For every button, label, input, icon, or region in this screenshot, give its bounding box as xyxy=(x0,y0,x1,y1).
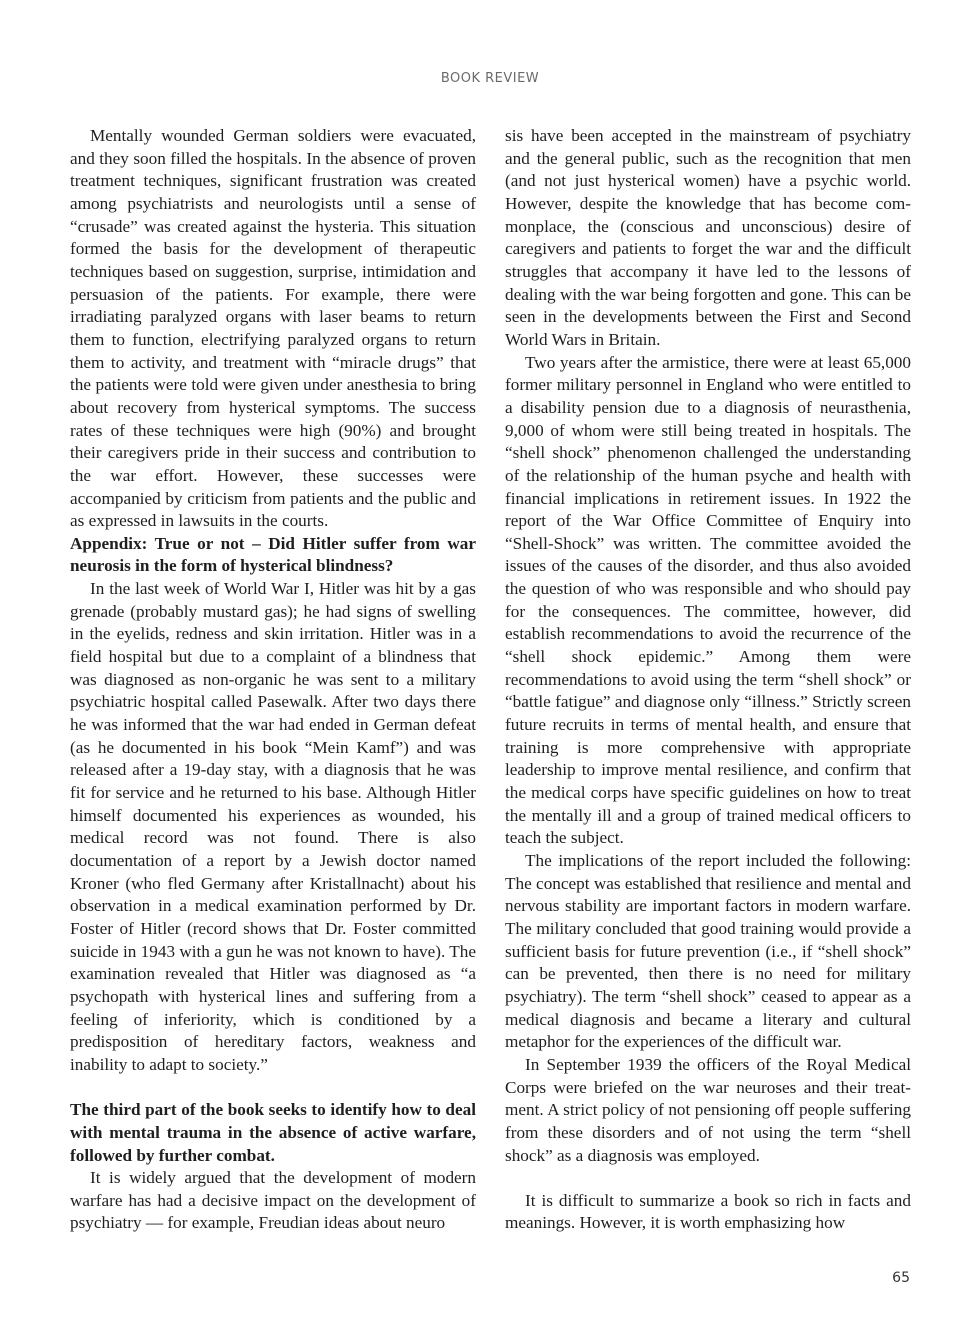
body-paragraph: Mentally wounded German soldiers were evacuated, and they soon filled the hospitals. In the absence of proven treatment techniques, significant frustration was created among psychiatrists and neurologists until a sense of “crusade” was created against the hysteria. This situation formed the basis for the development of therapeutic techniques based on suggestion, surprise, intimidation and persuasion of the patients. For example, there were irradiating paralyzed organs with laser beams to return them to function, electrifying paralyzed organs to return them to activity, and treatment with “miracle drugs” that the patients were told were given under anesthesia to bring about recovery from hysterical symptoms. The success rates of these techniques were high (90%) and brought their caregivers pride in their success and contribution to the war effort. However, these successes were accompanied by criticism from patients and the public and as expressed in lawsuits in the courts. xyxy=(70,126,476,531)
left-column xyxy=(70,125,476,1235)
section-heading: Appendix: True or not – Did Hitler suffer from war neurosis in the form of hysterical blindness? xyxy=(70,533,476,576)
body-paragraph: Two years after the armistice, there were at least 65,000 former military personnel in England who were entitled to a disability pension due to a diagnosis of neurasthenia, 9,000 of whom were still being treated in hospitals. The “shell shock” phenomenon challenged the understanding of the relationship of the human psyche and health with financial implications in retirement issues. In 1922 the report of the War Office Committee of Enquiry into “Shell-Shock” was written. The committee avoided the issues of the causes of the disorder, and thus also avoided the question of who was responsible and who should pay for the consequences. The committee, however, did establish recommendations to avoid the recurrence of the “shell shock epidemic.” Among them were recommendations to avoid using the term “shell shock” or “battle fatigue” and diagnose only “illness.” Strictly screen future recruits in terms of mental health, and ensure that training is more comprehensive with appropriate leadership to improve mental resilience, and confirm that the medical corps have specific guidelines on how to treat the mentally ill and a group of trained medical officers to teach the subject. xyxy=(505,352,911,848)
body-paragraph: It is difficult to summarize a book so rich in facts and meanings. However, it is worth emphasizing how xyxy=(505,1190,911,1233)
section-heading: The third part of the book seeks to identify how to deal with mental trauma in the absence of active warfare, followed by further combat. xyxy=(70,1100,476,1165)
section-header: BOOK REVIEW xyxy=(440,71,540,86)
body-paragraph: In the last week of World War I, Hitler was hit by a gas grenade (probably mustard gas); he had signs of swelling in the eyelids, redness and skin irritation. Hitler was in a field hospital but due to a complaint of a blindness that was diagnosed as non-organic he was sent to a military psychiatric hospital called Pasewalk. After two days there he was informed that the war had ended in German defeat (as he documented in his book “Mein Kamf”) and was released after a 19-day stay, with a diagnosis that he was fit for service and he returned to his base. Although Hitler himself documented his experiences as wounded, his medical record was not found. There is also documentation of a report by a Jewish doctor named Kroner (who fled Germany after Kristallnacht) about his observation in a medical examination performed by Dr. Foster of Hitler (record shows that Dr. Foster committed suicide in 1943 with a gun he was not known to have). The examination revealed that Hitler was diagnosed as “a psychopath with hysterical lines and suffering from a feeling of inferiority, which is conditioned by a predisposition of hereditary factors, weakness and inability to adapt to society.” xyxy=(70,579,476,1074)
page-number: 65 xyxy=(892,1270,910,1286)
body-paragraph: sis have been accepted in the mainstream of psychiatry and the general public, such as the recognition that men (and not just hysterical women) have a psychic world. However, despite the knowledge that has become commonplace, the (conscious and unconscious) desire of caregivers and patients to forget the war and the difficult struggles that accompany it have led to the lessons of dealing with the war being forgotten and gone. This can be seen in the developments between the First and Second World Wars in Britain. xyxy=(505,126,911,349)
body-paragraph: It is widely argued that the development of modern warfare has had a decisive impact on the development of psychiatry — for example, Freudian ideas about neuro xyxy=(70,1168,476,1233)
body-paragraph: The implications of the report included the following: The concept was established that resilience and mental and nervous stability are important factors in modern warfare. The military concluded that good training would provide a sufficient basis for future prevention (i.e., if “shell shock” can be prevented, then there is no need for military psychiatry). The term “shell shock” ceased to appear as a medical diagnosis and became a literary and cultural metaphor for the experiences of the difficult war. xyxy=(505,851,911,1052)
right-column xyxy=(505,125,911,1235)
body-paragraph: In September 1939 the officers of the Royal Medical Corps were briefed on the war neuroses and their treatment. A strict policy of not pensioning off people suffering from these disorders and of not using the term “shell shock” as a diagnosis was employed. xyxy=(505,1054,911,1165)
